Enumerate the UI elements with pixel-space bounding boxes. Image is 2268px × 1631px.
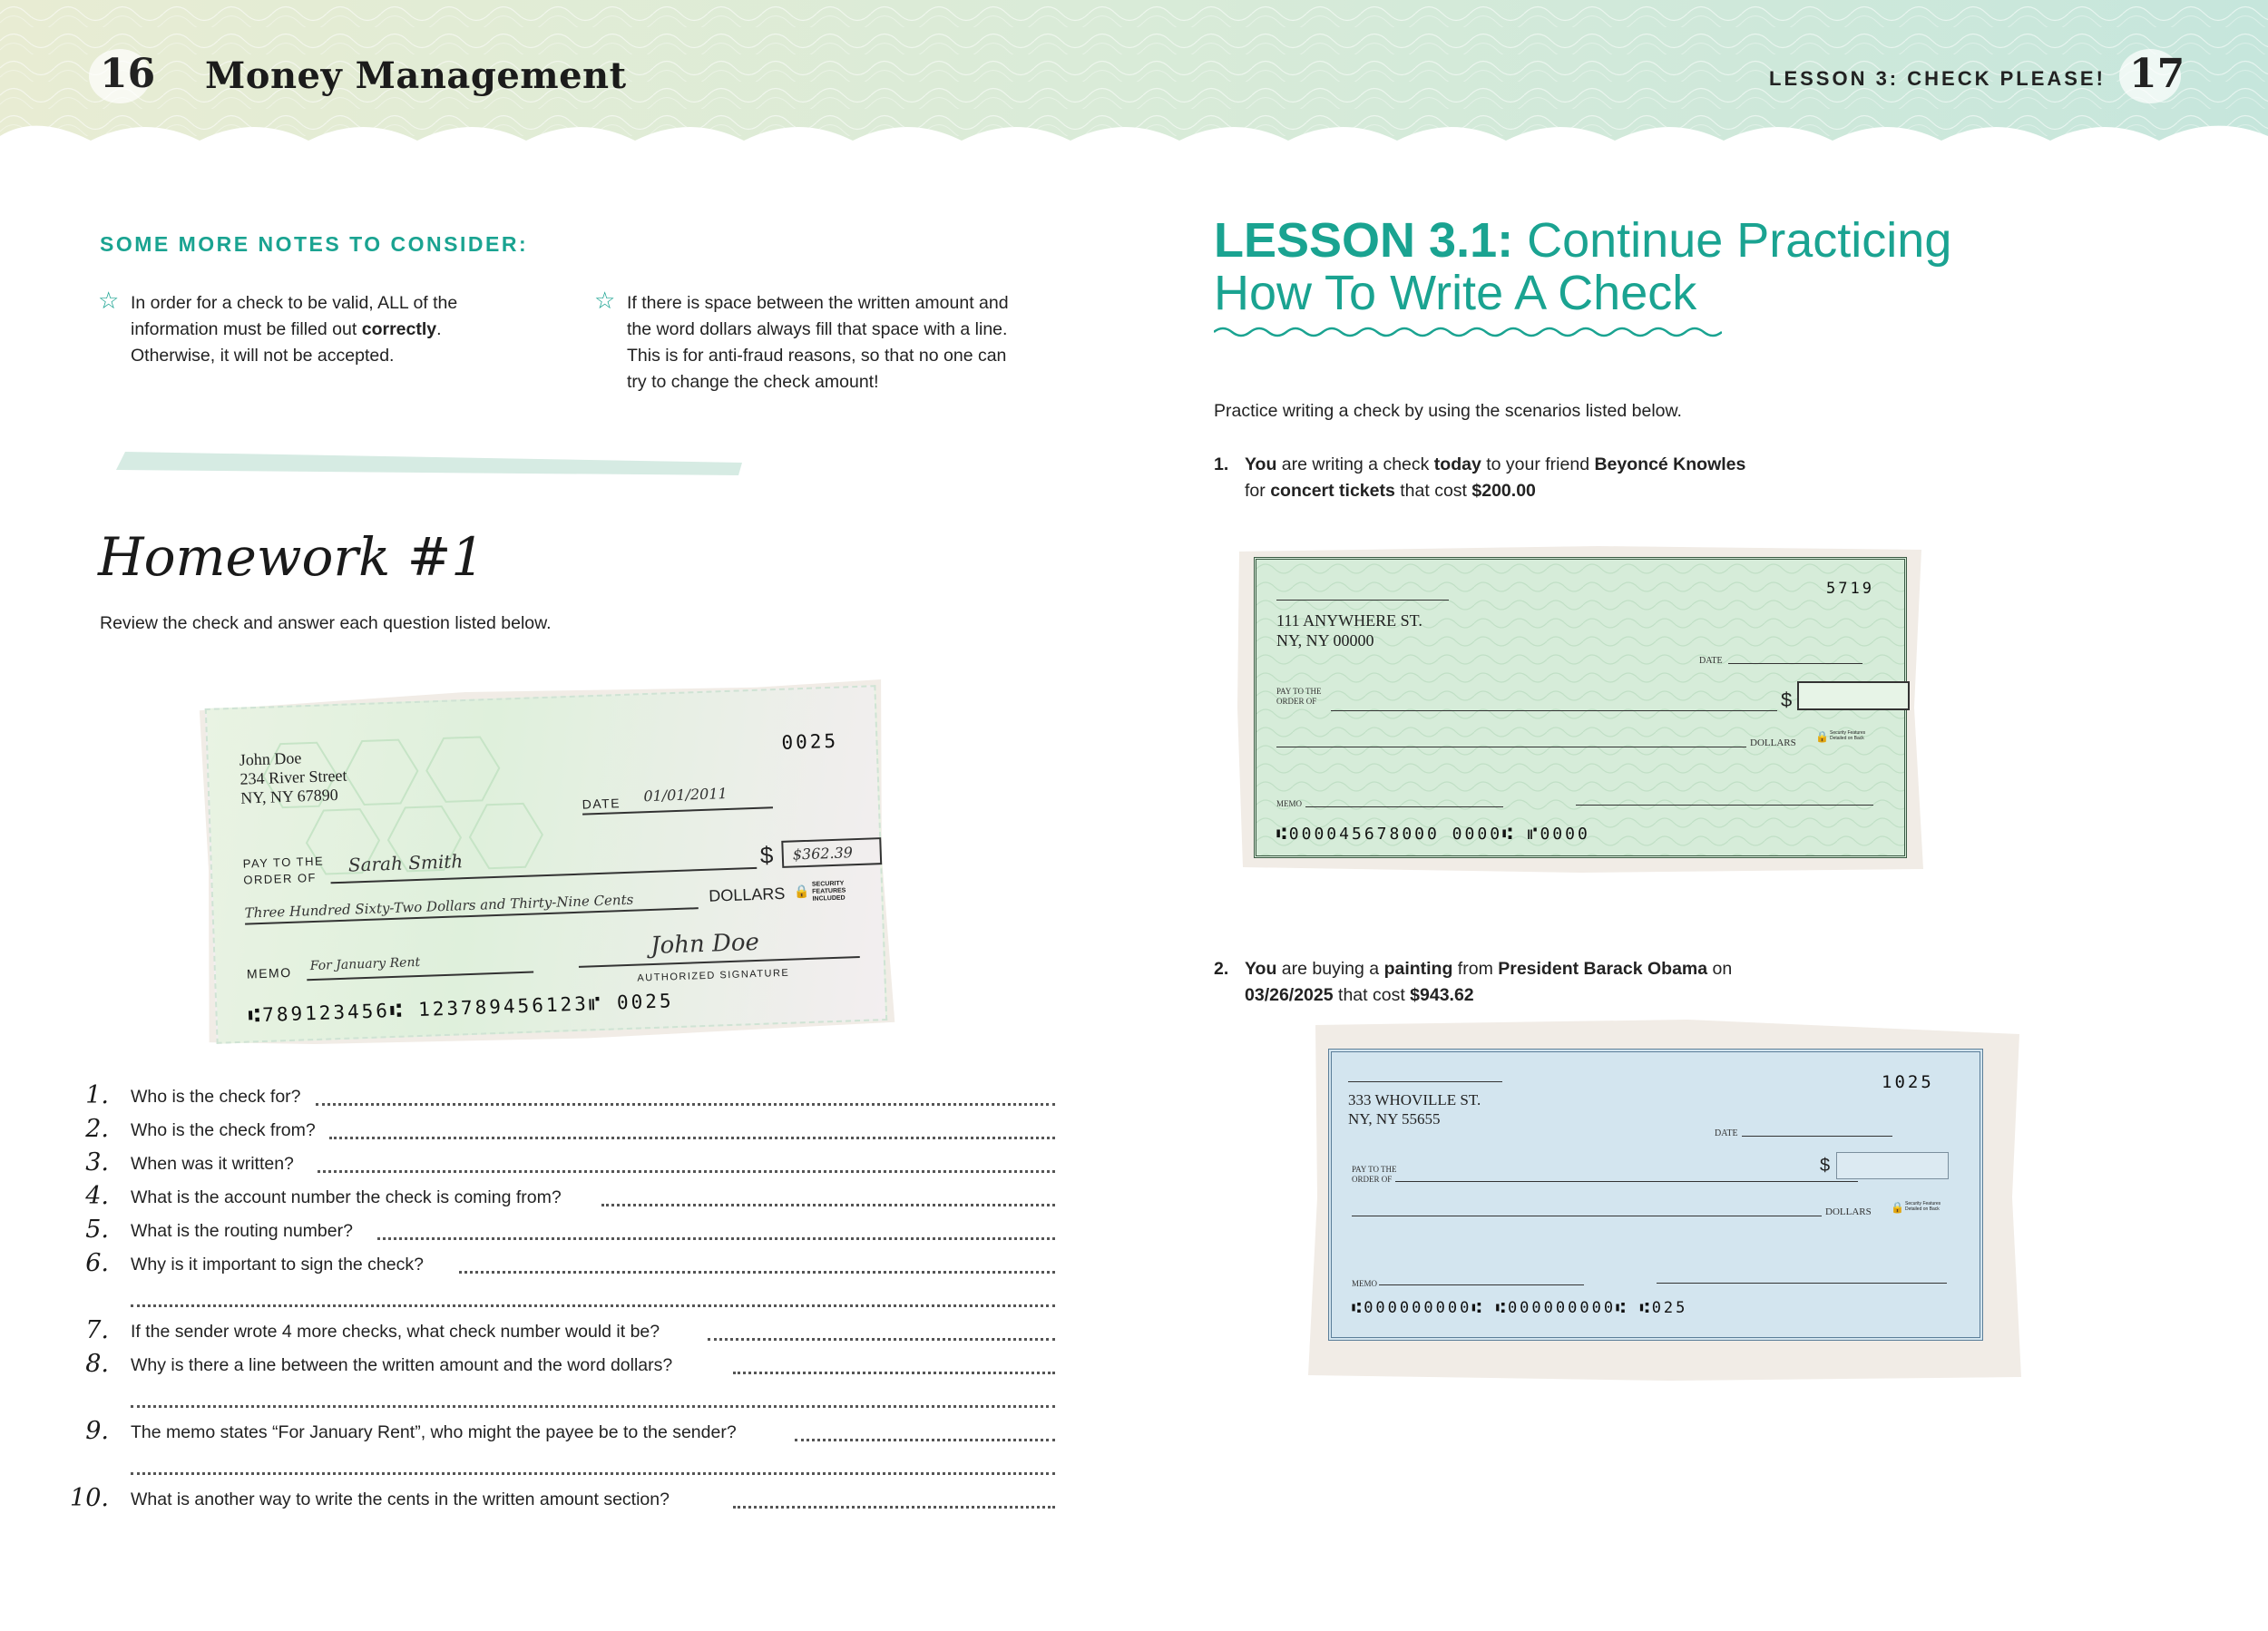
check2-payee-line <box>1395 1181 1858 1182</box>
decorative-brush-stroke <box>116 450 742 477</box>
check2-date-line <box>1742 1136 1892 1137</box>
sample-date-label: DATE <box>582 796 621 812</box>
check-body <box>205 685 887 1044</box>
note-2-line: If there is space between the written amount and <box>627 293 1009 313</box>
star-icon: ☆ <box>594 287 616 314</box>
sample-pay-to-label: PAY TO THE ORDER OF <box>242 854 325 887</box>
signature-line <box>579 956 860 968</box>
note-2-line: the word dollars always fill that space with a line. <box>627 319 1008 339</box>
wavy-underline <box>1214 325 1722 339</box>
blank-check-2 <box>1315 1025 2014 1375</box>
check1-pay-to-label: PAY TO THE ORDER OF <box>1276 687 1322 706</box>
homework-title: Homework #1 <box>98 526 485 588</box>
sample-security-label: SECURITY FEATURES INCLUDED <box>811 880 846 903</box>
scenario-1: 1. You are writing a check today to your friend Beyoncé Knowles for concert tickets that cost $200.00 <box>1214 454 1746 501</box>
lesson-header: LESSON 3: CHECK PLEASE! <box>1769 67 2106 90</box>
homework-instructions: Review the check and answer each question listed below. <box>100 613 552 633</box>
check1-amount-box[interactable] <box>1797 681 1910 710</box>
check2-pay-to-label: PAY TO THE ORDER OF <box>1352 1165 1397 1184</box>
check2-date-label: DATE <box>1715 1128 1738 1138</box>
sample-memo-value: For January Rent <box>309 954 421 974</box>
sample-check <box>205 685 887 1044</box>
right-page-number: 17 <box>2129 51 2185 97</box>
sample-micr-line: ⑆789123456⑆ 123789456123⑈ 0025 <box>248 990 674 1027</box>
note-1 <box>98 287 530 369</box>
name-line <box>1276 600 1449 601</box>
sample-check-address-1: 234 River Street <box>240 766 347 788</box>
sample-signature-label: AUTHORIZED SIGNATURE <box>637 967 790 984</box>
left-page-number: 16 <box>100 51 156 97</box>
sample-payee: Sarah Smith <box>347 850 464 876</box>
sample-memo-label: MEMO <box>246 964 292 982</box>
check1-memo-label: MEMO <box>1276 799 1303 808</box>
check1-date-label: DATE <box>1699 656 1723 666</box>
sample-amount: $362.39 <box>792 844 854 864</box>
check2-address-1: 333 WHOVILLE ST. <box>1348 1091 1481 1108</box>
check2-amount-box[interactable] <box>1836 1152 1949 1179</box>
check2-micr-line: ⑆000000000⑆ ⑆000000000⑆ ⑆025 <box>1352 1299 1688 1317</box>
scenario-2: 2. You are buying a painting from President Barack Obama on 03/26/2025 that cost $943.62 <box>1214 959 1733 1005</box>
book-title: Money Management <box>205 54 627 97</box>
check1-dollars-label: DOLLARS <box>1750 737 1796 748</box>
check1-address-1: 111 ANYWHERE ST. <box>1276 611 1422 630</box>
check1-number: 5719 <box>1826 580 1874 598</box>
check1-memo-line <box>1305 806 1503 807</box>
name-line <box>1348 1081 1502 1082</box>
note-1-line: Otherwise, it will not be accepted. <box>131 346 395 366</box>
check-body <box>1254 557 1907 858</box>
notes-heading: SOME MORE NOTES TO CONSIDER: <box>100 232 529 256</box>
star-icon: ☆ <box>98 287 120 314</box>
check2-dollars-label: DOLLARS <box>1825 1206 1872 1217</box>
sample-check-name: John Doe <box>239 748 302 769</box>
lock-icon: 🔒 <box>1891 1201 1904 1214</box>
check1-signature-line <box>1576 805 1873 806</box>
lesson-title: LESSON 3.1: Continue Practicing How To Write A Check <box>1214 213 1952 320</box>
check-body <box>1328 1049 1983 1341</box>
check1-security-label: Security Features Detailed on Back <box>1830 730 1866 741</box>
check2-number: 1025 <box>1882 1072 1934 1092</box>
check1-micr-line: ⑆000045678000 0000⑆ ⑈0000 <box>1276 825 1590 844</box>
check2-address-2: NY, NY 55655 <box>1348 1110 1441 1128</box>
note-1-line: information must be filled out correctly. <box>131 319 442 339</box>
check2-memo-line <box>1379 1284 1584 1285</box>
sample-written-amount: Three Hundred Sixty-Two Dollars and Thirty-Nine Cents <box>244 891 634 922</box>
note-1-line: In order for a check to be valid, ALL of the <box>131 293 458 313</box>
lock-icon: 🔒 <box>1815 730 1829 743</box>
lock-icon: 🔒 <box>793 883 810 899</box>
check2-memo-label: MEMO <box>1352 1279 1378 1288</box>
note-2 <box>594 287 1099 396</box>
check2-dollar-sign: $ <box>1820 1156 1831 1176</box>
sample-date-value: 01/01/2011 <box>643 784 728 806</box>
memo-line <box>307 972 533 982</box>
sample-dollar-sign: $ <box>759 841 774 869</box>
blank-check-1 <box>1245 550 1918 869</box>
sample-signature: John Doe <box>650 928 760 961</box>
sample-check-address-2: NY, NY 67890 <box>240 785 339 807</box>
sample-amount-box <box>781 837 882 868</box>
sample-check-number: 0025 <box>781 729 839 754</box>
note-2-line: This is for anti-fraud reasons, so that no one can <box>627 346 1007 366</box>
check2-security-label: Security Features Detailed on Back <box>1905 1201 1941 1212</box>
check1-date-line <box>1728 663 1862 664</box>
check1-address-2: NY, NY 00000 <box>1276 631 1374 649</box>
note-2-line: try to change the check amount! <box>627 372 879 392</box>
check1-payee-line <box>1331 710 1777 711</box>
sample-dollars-label: DOLLARS <box>708 884 786 905</box>
check2-signature-line <box>1657 1283 1947 1284</box>
lesson-intro: Practice writing a check by using the scenarios listed below. <box>1214 401 1682 421</box>
check1-dollar-sign: $ <box>1781 689 1793 711</box>
